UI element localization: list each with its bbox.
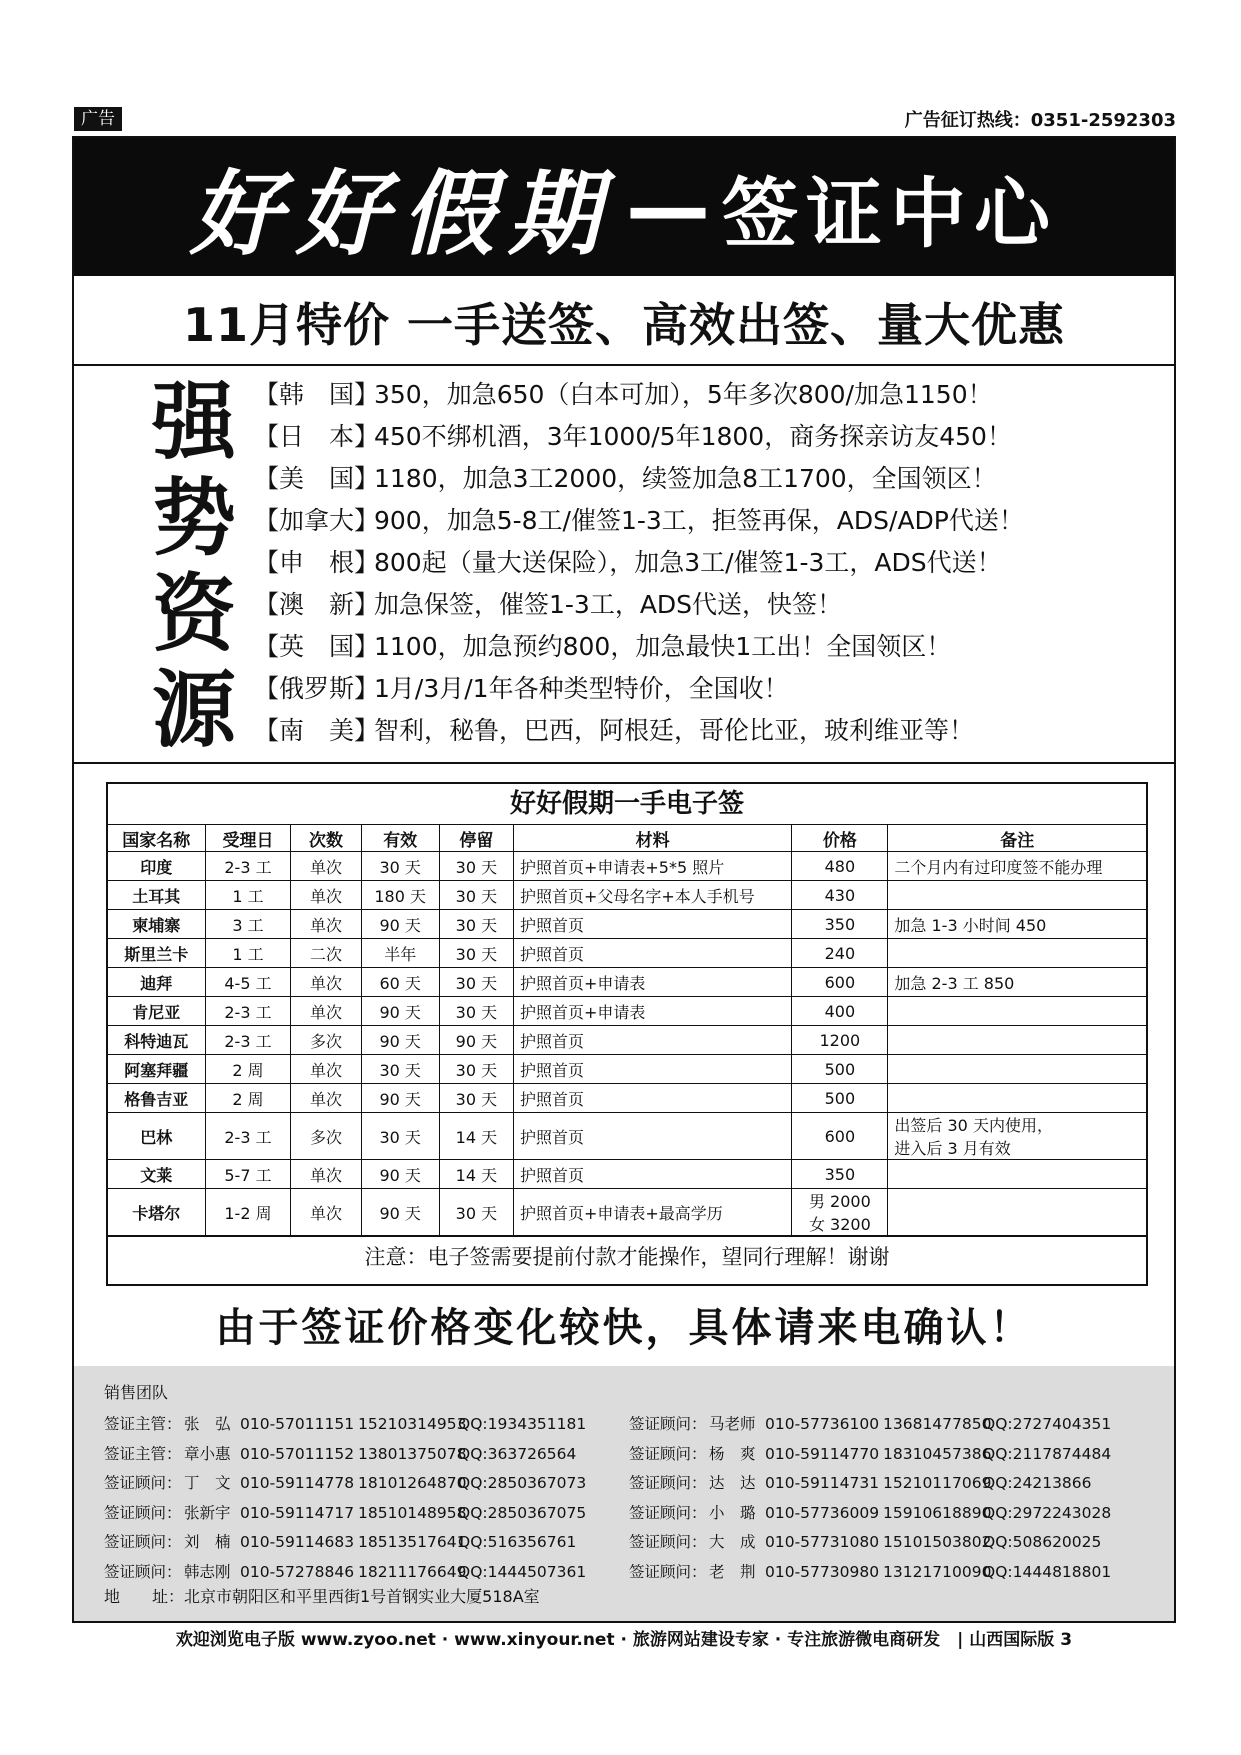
sales-row: [104, 1499, 588, 1529]
note-cell: [888, 1189, 1146, 1236]
table-header-cell: 备注: [888, 825, 1146, 852]
sales-qq: QQ:516356761: [458, 1533, 577, 1551]
sales-mob: 18211176649: [358, 1562, 467, 1581]
country-offer: 450不绑机酒，3年1000/5年1800，商务探亲访友450！: [374, 422, 1012, 451]
validity-cell: 30 天: [361, 852, 439, 881]
price-line: 1200: [819, 1030, 861, 1050]
country-cell: 土耳其: [108, 881, 205, 910]
sales-row: [629, 1558, 1113, 1588]
validity-cell: 30 天: [361, 1113, 439, 1160]
price-line: 500: [824, 1059, 856, 1079]
country-offer: 1100，加急预约800，加急最快1工出！全国领区！: [374, 632, 952, 661]
sales-tel: 010-59114717: [240, 1503, 355, 1522]
sales-qq: QQ:2850367073: [458, 1474, 587, 1492]
sales-tel: 010-57736009: [765, 1503, 880, 1522]
sales-tel: 010-57736100: [765, 1415, 880, 1433]
processing-days-cell: 3 工: [205, 910, 291, 939]
sales-row: [104, 1528, 588, 1558]
stay-cell: 14 天: [439, 1160, 513, 1189]
materials-cell: 护照首页+申请表+最高学历: [513, 1189, 791, 1236]
price-cell: [792, 1160, 888, 1189]
country-line: [254, 626, 1164, 668]
validity-cell: 90 天: [361, 1189, 439, 1236]
country-line: [254, 668, 1164, 710]
price-line: 600: [824, 1126, 856, 1146]
country-name: 【南 美】: [254, 716, 380, 745]
note-cell: [888, 1026, 1146, 1055]
processing-days-cell: 2-3 工: [205, 1113, 291, 1160]
country-cell: 印度: [108, 852, 205, 881]
sales-qq: QQ:2727404351: [983, 1415, 1112, 1433]
sales-row: [104, 1410, 588, 1440]
validity-cell: 180 天: [361, 881, 439, 910]
validity-cell: 90 天: [361, 910, 439, 939]
sales-mob: 15210314953: [358, 1415, 467, 1433]
price-cell: [792, 939, 888, 968]
sales-row: [104, 1558, 588, 1588]
sales-mob: 15910618890: [883, 1503, 992, 1522]
sales-tel: 010-59114683: [240, 1533, 355, 1551]
table-header-cell: 次数: [291, 825, 361, 852]
company-address: 地 址：北京市朝阳区和平里西街1号首钢实业大厦518A室: [104, 1587, 540, 1606]
sales-row: [629, 1528, 1113, 1558]
materials-cell: 护照首页: [513, 1055, 791, 1084]
entries-cell: 单次: [291, 1160, 361, 1189]
table-header-cell: 价格: [792, 825, 888, 852]
table-row: [108, 1113, 1146, 1160]
table-title: 好好假期一手电子签: [108, 784, 1146, 825]
promo-headline: 11月特价 一手送签、高效出签、量大优惠: [74, 280, 1174, 366]
sales-qq: QQ:2972243028: [983, 1503, 1112, 1522]
note-line: 加急 2-3 工 850: [894, 973, 1015, 993]
label-char: 强: [151, 372, 236, 471]
price-cell: [792, 997, 888, 1026]
entries-cell: 单次: [291, 968, 361, 997]
sales-qq: QQ:1444507361: [458, 1562, 587, 1581]
processing-days-cell: 1 工: [205, 881, 291, 910]
sales-qq: QQ:2117874484: [983, 1444, 1112, 1463]
sales-mob: 18513517641: [358, 1533, 467, 1551]
processing-days-cell: 2 周: [205, 1084, 291, 1113]
sales-right-column: [629, 1410, 1113, 1587]
sales-left-column: [104, 1410, 588, 1587]
sales-tel: 010-57278846: [240, 1562, 355, 1581]
country-cell: 斯里兰卡: [108, 939, 205, 968]
note-cell: [888, 1113, 1146, 1160]
country-cell: 格鲁吉亚: [108, 1084, 205, 1113]
sales-name: 章小惠: [184, 1444, 231, 1463]
table-row: [108, 968, 1146, 997]
country-cell: 柬埔寨: [108, 910, 205, 939]
sales-role: 签证顾问：: [629, 1503, 707, 1522]
country-offer: 900，加急5-8工/催签1-3工，拒签再保，ADS/ADP代送！: [374, 506, 1024, 535]
processing-days-cell: 4-5 工: [205, 968, 291, 997]
validity-cell: 90 天: [361, 1160, 439, 1189]
table-row: [108, 1160, 1146, 1189]
sales-row: [104, 1469, 588, 1499]
sales-name: 张 弘: [184, 1415, 231, 1433]
processing-days-cell: 2 周: [205, 1055, 291, 1084]
processing-days-cell: 2-3 工: [205, 1026, 291, 1055]
stay-cell: 30 天: [439, 997, 513, 1026]
country-cell: 文莱: [108, 1160, 205, 1189]
table-row: [108, 1084, 1146, 1113]
sales-name: 丁 文: [184, 1474, 231, 1492]
banner-subtitle: 签证中心: [722, 168, 1058, 258]
ad-hotline: 广告征订热线：0351-2592303: [904, 110, 1176, 131]
country-offer: 智利，秘鲁，巴西，阿根廷，哥伦比亚，玻利维亚等！: [374, 716, 975, 745]
stay-cell: 30 天: [439, 852, 513, 881]
note-cell: [888, 881, 1146, 910]
country-line: [254, 374, 1164, 416]
sales-mob: 18310457386: [883, 1444, 992, 1463]
stay-cell: 30 天: [439, 1189, 513, 1236]
sales-name: 刘 楠: [184, 1533, 231, 1551]
table-row: [108, 881, 1146, 910]
sales-name: 杨 爽: [709, 1444, 756, 1463]
price-cell: [792, 852, 888, 881]
sales-name: 老 荆: [709, 1562, 756, 1581]
note-cell: [888, 852, 1146, 881]
country-name: 【日 本】: [254, 422, 380, 451]
country-line: [254, 542, 1164, 584]
ad-tag: 广告: [74, 107, 122, 131]
entries-cell: 二次: [291, 939, 361, 968]
materials-cell: 护照首页: [513, 1113, 791, 1160]
sales-tel: 010-59114731: [765, 1474, 880, 1492]
sales-role: 签证顾问：: [104, 1562, 182, 1581]
sales-row: [629, 1469, 1113, 1499]
sales-name: 小 璐: [709, 1503, 756, 1522]
sales-role: 签证顾问：: [629, 1415, 707, 1433]
sales-name: 马老师: [709, 1415, 756, 1433]
entries-cell: 单次: [291, 881, 361, 910]
brand-title: 好好假期: [189, 160, 614, 268]
price-cell: [792, 1026, 888, 1055]
country-cell: 阿塞拜疆: [108, 1055, 205, 1084]
table-header-row: [108, 825, 1146, 852]
processing-days-cell: 2-3 工: [205, 997, 291, 1026]
table-header-cell: 有效: [361, 825, 439, 852]
validity-cell: 90 天: [361, 1026, 439, 1055]
note-cell: [888, 939, 1146, 968]
price-cell: [792, 881, 888, 910]
price-line: 350: [824, 1164, 856, 1184]
price-cell: [792, 910, 888, 939]
sales-mob: 15101503802: [883, 1533, 992, 1551]
sales-mob: 13681477850: [883, 1415, 992, 1433]
country-cell: 卡塔尔: [108, 1189, 205, 1236]
price-line: 600: [824, 972, 856, 992]
confirm-banner: 由于签证价格变化较快，具体请来电确认！: [215, 1305, 1033, 1351]
sales-role: 签证顾问：: [104, 1503, 182, 1522]
price-cell: [792, 1055, 888, 1084]
sales-role: 签证主管：: [104, 1415, 182, 1433]
sales-row: [629, 1410, 1113, 1440]
sales-team-panel: [74, 1366, 1174, 1621]
sales-mob: 18101264870: [358, 1474, 467, 1492]
price-line: 400: [824, 1001, 856, 1021]
processing-days-cell: 5-7 工: [205, 1160, 291, 1189]
stay-cell: 90 天: [439, 1026, 513, 1055]
validity-cell: 90 天: [361, 1084, 439, 1113]
stay-cell: 30 天: [439, 968, 513, 997]
label-char: 资: [151, 564, 236, 663]
price-line: 500: [824, 1088, 856, 1108]
table-row: [108, 852, 1146, 881]
sales-row: [104, 1440, 588, 1470]
country-cell: 巴林: [108, 1113, 205, 1160]
country-name: 【俄罗斯】: [254, 674, 380, 703]
sales-mob: 13801375078: [358, 1444, 467, 1463]
note-cell: [888, 1055, 1146, 1084]
sales-role: 签证顾问：: [629, 1444, 707, 1463]
sales-qq: QQ:2850367075: [458, 1503, 587, 1522]
table-header-cell: 国家名称: [108, 825, 205, 852]
materials-cell: 护照首页: [513, 939, 791, 968]
stay-cell: 30 天: [439, 910, 513, 939]
processing-days-cell: 1-2 周: [205, 1189, 291, 1236]
note-line: 加急 1-3 小时间 450: [894, 915, 1047, 935]
table-header-cell: 停留: [439, 825, 513, 852]
sales-role: 签证顾问：: [629, 1533, 707, 1551]
entries-cell: 单次: [291, 1084, 361, 1113]
sales-qq: QQ:363726564: [458, 1444, 577, 1463]
stay-cell: 14 天: [439, 1113, 513, 1160]
processing-days-cell: 1 工: [205, 939, 291, 968]
table-header-cell: 受理日: [205, 825, 291, 852]
sales-name: 达 达: [709, 1474, 756, 1492]
price-cell: [792, 968, 888, 997]
entries-cell: 多次: [291, 1113, 361, 1160]
entries-cell: 单次: [291, 1189, 361, 1236]
country-line: [254, 500, 1164, 542]
note-line: 二个月内有过印度签不能办理: [894, 857, 1103, 877]
title-dash: —: [626, 158, 710, 256]
stay-cell: 30 天: [439, 1055, 513, 1084]
note-line: 出签后 30 天内使用，: [894, 1116, 1053, 1135]
price-line: 240: [824, 943, 856, 963]
country-cell: 肯尼亚: [108, 997, 205, 1026]
stay-cell: 30 天: [439, 939, 513, 968]
sales-role: 签证顾问：: [104, 1533, 182, 1551]
note-cell: [888, 997, 1146, 1026]
price-line: 350: [824, 914, 856, 934]
country-cell: 科特迪瓦: [108, 1026, 205, 1055]
entries-cell: 单次: [291, 997, 361, 1026]
sales-mob: 13121710090: [883, 1562, 992, 1581]
table-row: [108, 1189, 1146, 1236]
stay-cell: 30 天: [439, 881, 513, 910]
table-note: 注意：电子签需要提前付款才能操作，望同行理解！谢谢: [108, 1236, 1146, 1277]
country-line: [254, 416, 1164, 458]
note-cell: [888, 1160, 1146, 1189]
entries-cell: 单次: [291, 1055, 361, 1084]
page-footer: 欢迎浏览电子版 www.zyoo.net · www.xinyour.net · 旅游网站建设专家 · 专注旅游微电商研发 | 山西国际版 3: [175, 1630, 1073, 1650]
materials-cell: 护照首页: [513, 1084, 791, 1113]
country-offer: 800起（量大送保险），加急3工/催签1-3工，ADS代送！: [374, 548, 1002, 577]
note-line: 进入后 3 月有效: [894, 1139, 1011, 1158]
table-row: [108, 910, 1146, 939]
entries-cell: 单次: [291, 910, 361, 939]
processing-days-cell: 2-3 工: [205, 852, 291, 881]
sales-row: [629, 1499, 1113, 1529]
entries-cell: 多次: [291, 1026, 361, 1055]
country-offer: 1180，加急3工2000，续签加急8工1700，全国领区！: [374, 464, 997, 493]
price-line: 男 2000: [808, 1192, 871, 1211]
table-row: [108, 1026, 1146, 1055]
sales-qq: QQ:508620025: [983, 1533, 1102, 1551]
sales-name: 大 成: [709, 1533, 756, 1551]
evisa-table: [106, 782, 1148, 1286]
sales-qq: QQ:24213866: [983, 1474, 1092, 1492]
sales-name: 张新宇: [184, 1503, 231, 1522]
note-cell: [888, 910, 1146, 939]
label-char: 势: [151, 468, 236, 567]
materials-cell: 护照首页+申请表: [513, 968, 791, 997]
country-name: 【申 根】: [254, 548, 380, 577]
sales-tel: 010-57011151: [240, 1415, 355, 1433]
country-price-list: [254, 374, 1164, 752]
sales-role: 签证主管：: [104, 1444, 182, 1463]
strong-resources-section: [74, 366, 1174, 764]
sales-role: 签证顾问：: [629, 1562, 707, 1581]
price-line: 430: [824, 885, 856, 905]
sales-team-label: 销售团队: [104, 1383, 169, 1402]
country-name: 【澳 新】: [254, 590, 380, 619]
country-cell: 迪拜: [108, 968, 205, 997]
validity-cell: 90 天: [361, 997, 439, 1026]
materials-cell: 护照首页+申请表: [513, 997, 791, 1026]
sales-row: [629, 1440, 1113, 1470]
entries-cell: 单次: [291, 852, 361, 881]
country-line: [254, 584, 1164, 626]
title-banner: [74, 138, 1174, 276]
stay-cell: 30 天: [439, 1084, 513, 1113]
country-name: 【加拿大】: [254, 506, 380, 535]
sales-role: 签证顾问：: [104, 1474, 182, 1492]
table-header-cell: 材料: [513, 825, 791, 852]
sales-mob: 18510148958: [358, 1503, 467, 1522]
materials-cell: 护照首页+申请表+5*5 照片: [513, 852, 791, 881]
sales-tel: 010-59114778: [240, 1474, 355, 1492]
country-offer: 350，加急650（白本可加），5年多次800/加急1150！: [374, 380, 993, 409]
table-row: [108, 939, 1146, 968]
sales-qq: QQ:1444818801: [983, 1562, 1112, 1581]
strong-resources-label: [134, 374, 254, 758]
materials-cell: 护照首页+父母名字+本人手机号: [513, 881, 791, 910]
note-cell: [888, 968, 1146, 997]
materials-cell: 护照首页: [513, 1026, 791, 1055]
price-cell: [792, 1084, 888, 1113]
price-cell: [792, 1189, 888, 1236]
country-name: 【英 国】: [254, 632, 380, 661]
table-body: [108, 852, 1146, 1236]
sales-tel: 010-59114770: [765, 1444, 880, 1463]
country-line: [254, 710, 1164, 752]
sales-role: 签证顾问：: [629, 1474, 707, 1492]
validity-cell: 半年: [361, 939, 439, 968]
sales-qq: QQ:1934351181: [458, 1415, 587, 1433]
sales-mob: 15210117069: [883, 1474, 992, 1492]
sales-tel: 010-57011152: [240, 1444, 355, 1463]
sales-name: 韩志刚: [184, 1562, 231, 1581]
label-char: 源: [151, 660, 236, 759]
country-name: 【韩 国】: [254, 380, 380, 409]
price-line: 女 3200: [808, 1215, 871, 1234]
price-cell: [792, 1113, 888, 1160]
materials-cell: 护照首页: [513, 910, 791, 939]
validity-cell: 30 天: [361, 1055, 439, 1084]
sales-tel: 010-57731080: [765, 1533, 880, 1551]
country-name: 【美 国】: [254, 464, 380, 493]
validity-cell: 60 天: [361, 968, 439, 997]
table-row: [108, 997, 1146, 1026]
sales-tel: 010-57730980: [765, 1562, 880, 1581]
country-offer: 加急保签，催签1-3工，ADS代送，快签！: [374, 590, 843, 619]
materials-cell: 护照首页: [513, 1160, 791, 1189]
note-cell: [888, 1084, 1146, 1113]
table-row: [108, 1055, 1146, 1084]
country-offer: 1月/3月/1年各种类型特价，全国收！: [374, 674, 789, 703]
price-line: 480: [824, 856, 856, 876]
country-line: [254, 458, 1164, 500]
